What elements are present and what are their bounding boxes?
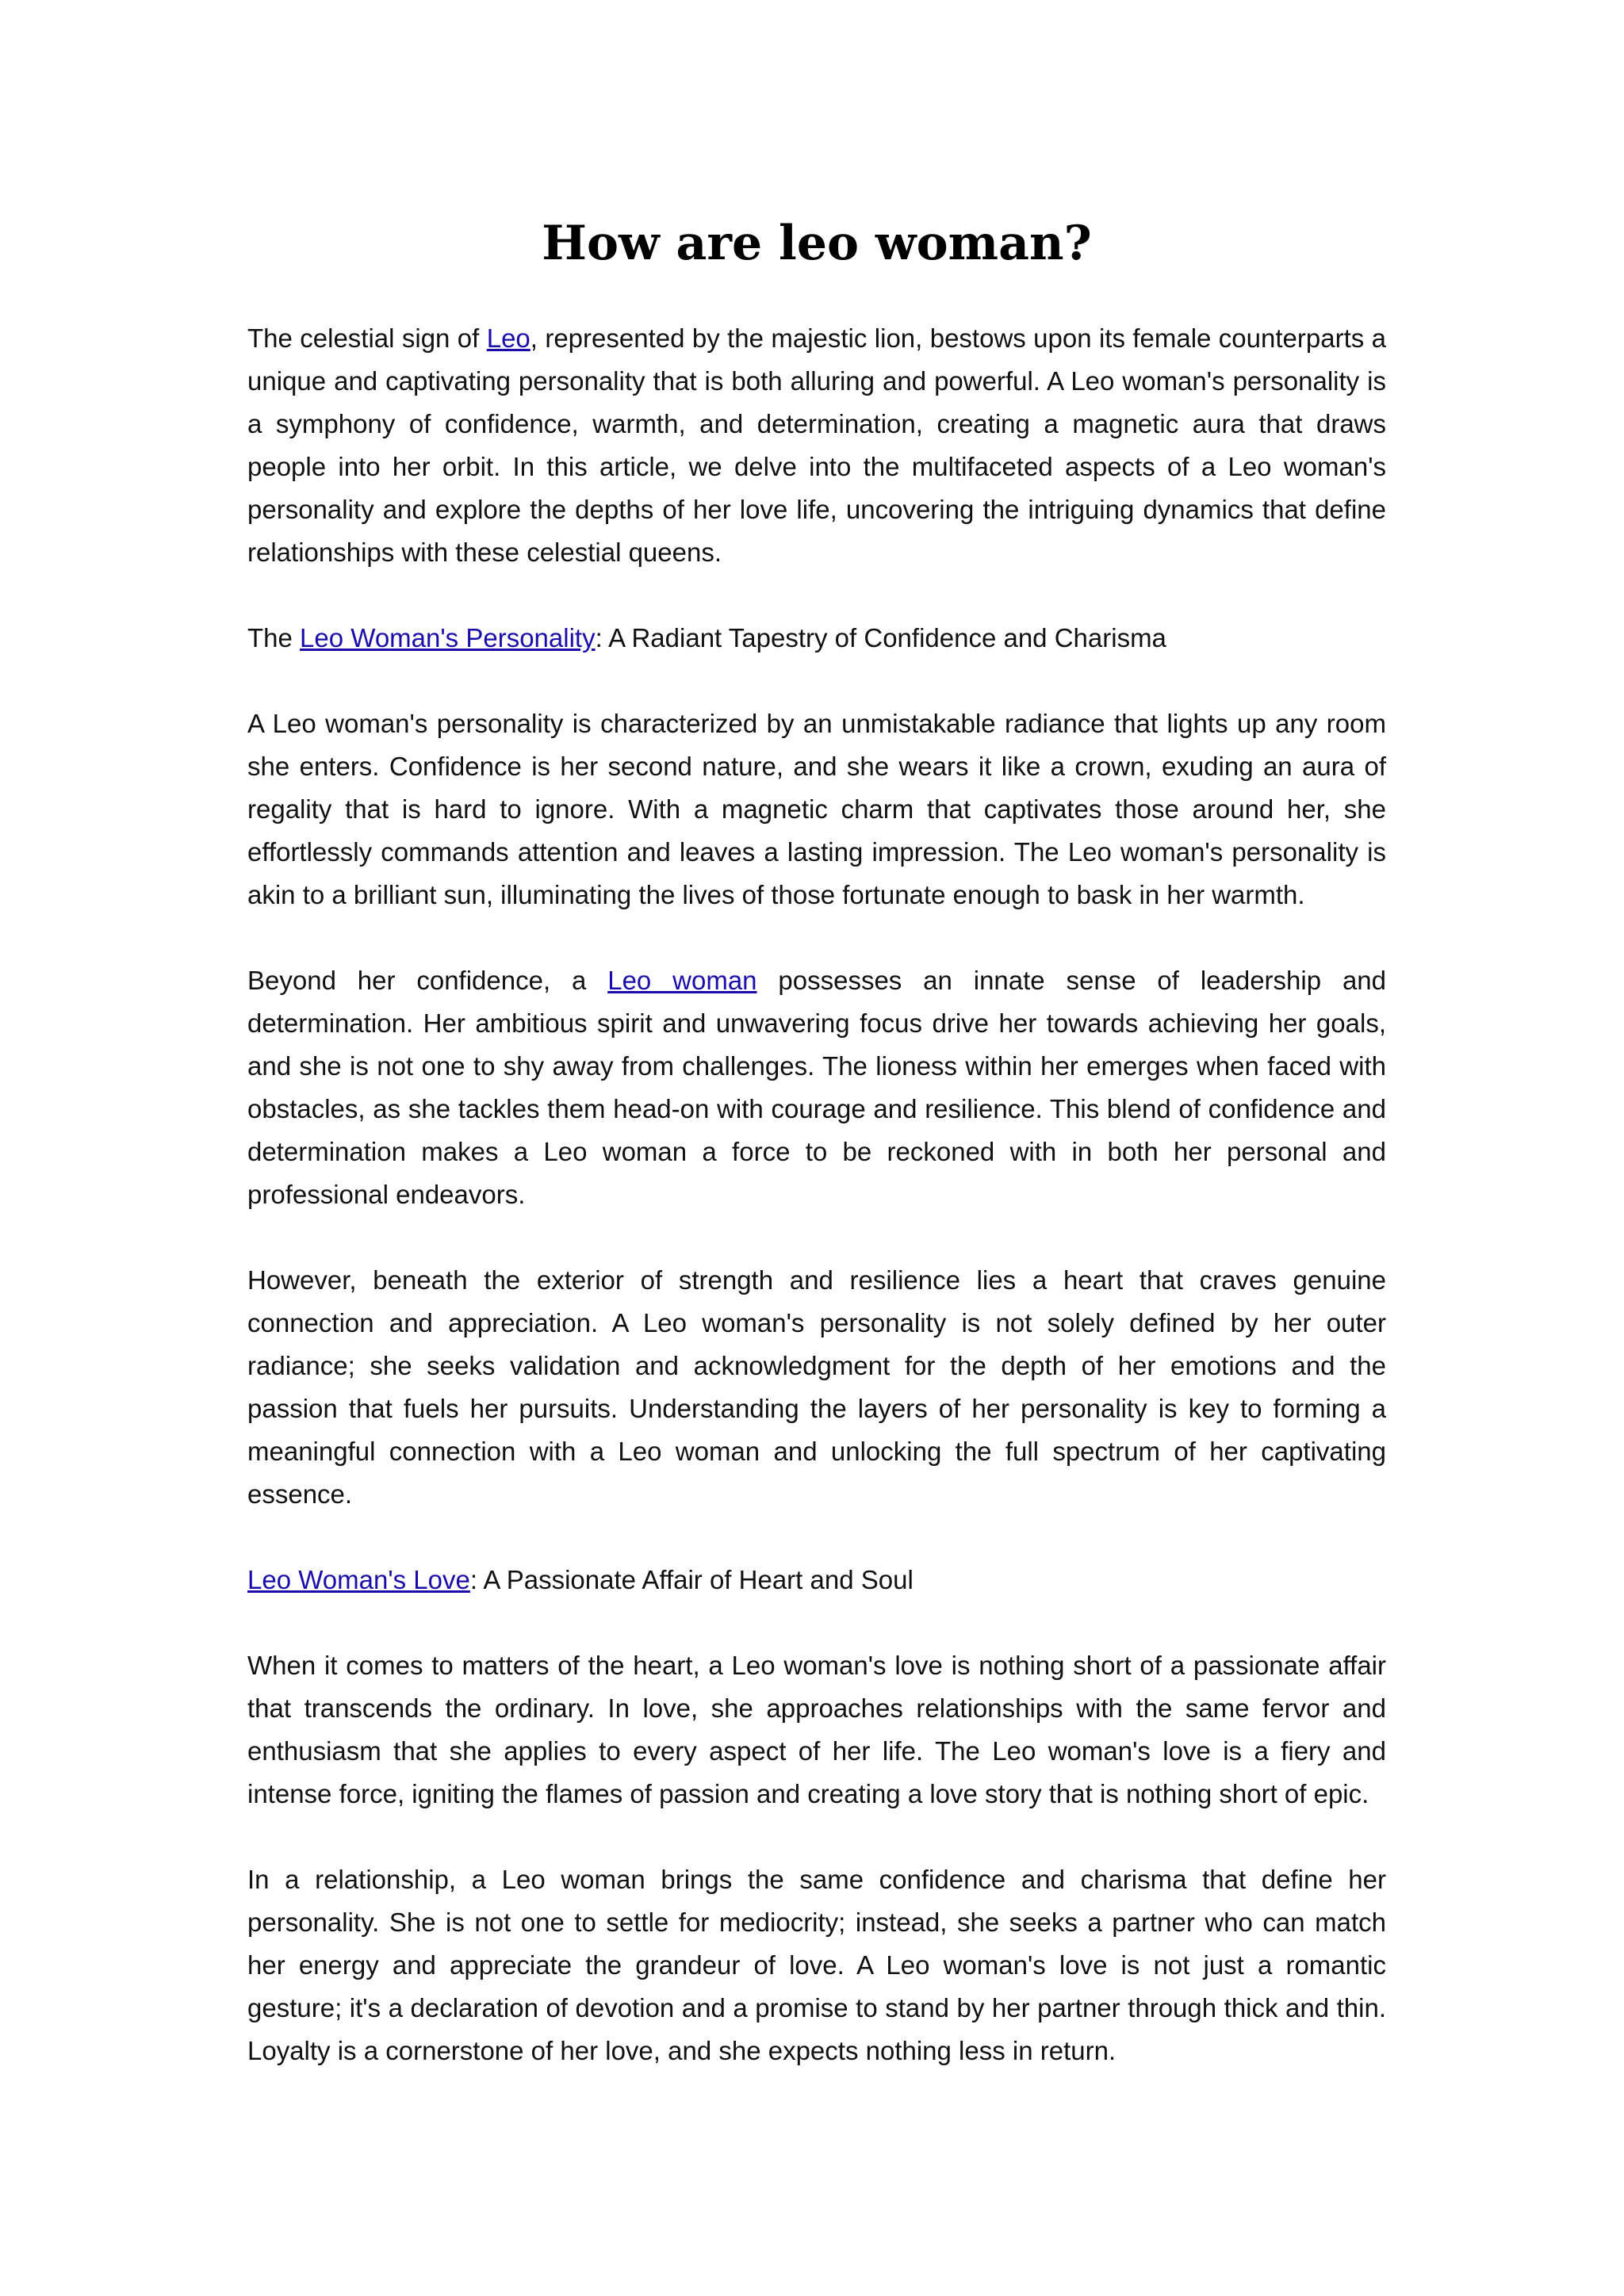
intro-text-start: The celestial sign of <box>247 323 487 353</box>
personality-heading-suffix: : A Radiant Tapestry of Confidence and Charisma <box>595 623 1166 652</box>
intro-text-rest: , represented by the majestic lion, bestows upon its female counterparts a unique and captivating personality that is both alluring and powerful. A Leo woman's personality is a symphony of confidence, warmth, and determination, creating a magnetic aura that draws people into her orbit. In this article, we delve into the multifaceted aspects of a Leo woman's personality and explore the depths of her love life, uncovering the intriguing dynamics that define relationships with these celestial queens. <box>247 323 1386 567</box>
leo-woman-link[interactable]: Leo woman <box>607 966 757 995</box>
intro-paragraph <box>247 317 1386 574</box>
personality-paragraph-2-rest: possesses an innate sense of leadership and determination. Her ambitious spirit and unwavering focus drive her towards achieving her goals, and she is not one to shy away from challenges. The lioness within her emerges when faced with obstacles, as she tackles them head-on with courage and resilience. This blend of confidence and determination makes a Leo woman a force to be reckoned with in both her personal and professional endeavors. <box>247 966 1387 1209</box>
love-heading-suffix: : A Passionate Affair of Heart and Soul <box>469 1565 914 1594</box>
leo-woman-personality-link[interactable]: Leo Woman's Personality <box>300 623 596 652</box>
page-title: How are leo woman? <box>542 216 1092 271</box>
personality-heading <box>247 617 1386 660</box>
personality-heading-prefix: The <box>247 623 301 652</box>
love-paragraph-1: When it comes to matters of the heart, a Leo woman's love is nothing short of a passionate affair that transcends the ordinary. In love, she approaches relationships with the same fervor and enthusiasm that she applies to every aspect of her life. The Leo woman's love is a fiery and intense force, igniting the flames of passion and creating a love story that is nothing short of epic. <box>247 1651 1386 1808</box>
love-heading <box>247 1559 1386 1601</box>
personality-paragraph-1: A Leo woman's personality is characterized by an unmistakable radiance that lights up any room she enters. Confidence is her second nature, and she wears it like a crown, exuding an aura of regality that is hard to ignore. With a magnetic charm that captivates those around her, she effortlessly commands attention and leaves a lasting impression. The Leo woman's personality is akin to a brilliant sun, illuminating the lives of those fortunate enough to bask in her warmth. <box>247 709 1386 909</box>
leo-link[interactable]: Leo <box>486 323 530 353</box>
personality-paragraph-3: However, beneath the exterior of strength and resilience lies a heart that craves genuine connection and appreciation. A Leo woman's personality is not solely defined by her outer radiance; she seeks validation and acknowledgment for the depth of her emotions and the passion that fuels her pursuits. Understanding the layers of her personality is key to forming a meaningful connection with a Leo woman and unlocking the full spectrum of her captivating essence. <box>247 1265 1386 1509</box>
document-page <box>247 208 1386 2115</box>
personality-paragraph-2 <box>247 959 1386 1216</box>
leo-woman-love-link[interactable]: Leo Woman's Love <box>247 1565 470 1594</box>
personality-paragraph-2-start: Beyond her confidence, a <box>247 966 608 995</box>
love-paragraph-2: In a relationship, a Leo woman brings the same confidence and charisma that define her personality. She is not one to settle for mediocrity; instead, she seeks a partner who can match her energy and appreciate the grandeur of love. A Leo woman's love is not just a romantic gesture; it's a declaration of devotion and a promise to stand by her partner through thick and thin. Loyalty is a cornerstone of her love, and she expects nothing less in return. <box>247 1865 1386 2065</box>
